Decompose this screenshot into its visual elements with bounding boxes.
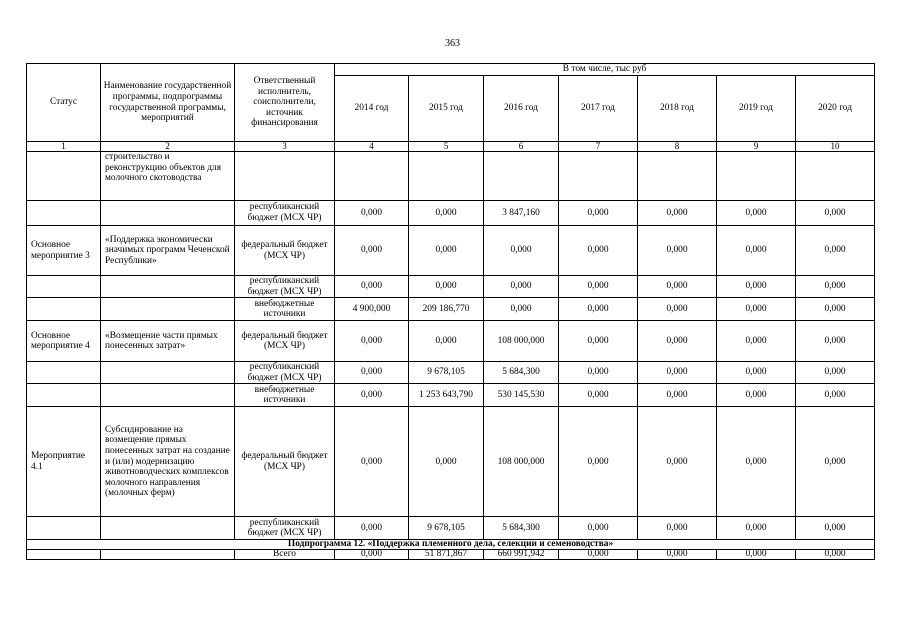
value-cell: 0,000: [796, 407, 875, 517]
name-cell: [101, 362, 235, 384]
value-cell: 0,000: [796, 362, 875, 384]
status-cell: [27, 152, 101, 201]
total-row: [27, 550, 875, 560]
value-cell: 0,000: [717, 550, 796, 560]
value-cell: 0,000: [559, 321, 638, 362]
value-cell: 0,000: [638, 201, 717, 226]
value-cell: 0,000: [335, 226, 409, 276]
name-cell: [101, 384, 235, 407]
value-cell: 0,000: [559, 298, 638, 321]
table-row: [27, 226, 875, 276]
value-cell: 4 900,000: [335, 298, 409, 321]
value-cell: 0,000: [638, 517, 717, 540]
name-cell: строительство и реконструкцию объектов для молочного скотоводства: [101, 152, 235, 201]
value-cell: 0,000: [717, 321, 796, 362]
value-cell: 530 145,530: [484, 384, 559, 407]
name-cell: [101, 298, 235, 321]
header-year: 2014 год: [335, 76, 409, 142]
subprogram-title: Подпрограмма 12. «Поддержка племенного дела, селекции и семеноводства»: [27, 540, 875, 550]
value-cell: 0,000: [559, 517, 638, 540]
status-cell: Мероприятие 4.1: [27, 407, 101, 517]
page-number: 363: [445, 38, 460, 49]
value-cell: 0,000: [796, 384, 875, 407]
value-cell: 0,000: [335, 407, 409, 517]
status-cell: Основное мероприятие 4: [27, 321, 101, 362]
name-cell: «Возмещение части прямых понесенных затрат»: [101, 321, 235, 362]
value-cell: 0,000: [717, 362, 796, 384]
value-cell: 0,000: [484, 276, 559, 298]
table-row: [27, 321, 875, 362]
column-number: 10: [796, 142, 875, 152]
value-cell: 0,000: [409, 201, 484, 226]
value-cell: [717, 152, 796, 201]
header-year: 2015 год: [409, 76, 484, 142]
column-number: 4: [335, 142, 409, 152]
status-cell: [27, 201, 101, 226]
value-cell: 0,000: [559, 407, 638, 517]
value-cell: 0,000: [717, 201, 796, 226]
column-number: 5: [409, 142, 484, 152]
table-row: [27, 362, 875, 384]
value-cell: 0,000: [638, 226, 717, 276]
column-number: 1: [27, 142, 101, 152]
value-cell: 9 678,105: [409, 517, 484, 540]
header-year: 2016 год: [484, 76, 559, 142]
value-cell: 0,000: [638, 362, 717, 384]
source-cell: республиканский бюджет (МСХ ЧР): [235, 362, 335, 384]
value-cell: [484, 152, 559, 201]
value-cell: 0,000: [638, 407, 717, 517]
source-cell: федеральный бюджет (МСХ ЧР): [235, 321, 335, 362]
value-cell: 0,000: [796, 201, 875, 226]
value-cell: 0,000: [484, 298, 559, 321]
value-cell: 0,000: [717, 298, 796, 321]
value-cell: 0,000: [796, 276, 875, 298]
value-cell: 51 871,867: [409, 550, 484, 560]
value-cell: 0,000: [409, 407, 484, 517]
column-number: 2: [101, 142, 235, 152]
source-cell: республиканский бюджет (МСХ ЧР): [235, 201, 335, 226]
value-cell: 0,000: [638, 384, 717, 407]
header-year: 2019 год: [717, 76, 796, 142]
table-row: [27, 407, 875, 517]
value-cell: 0,000: [796, 226, 875, 276]
value-cell: 3 847,160: [484, 201, 559, 226]
table-row: [27, 152, 875, 201]
value-cell: [409, 152, 484, 201]
value-cell: 0,000: [717, 384, 796, 407]
table-row: [27, 298, 875, 321]
value-cell: 0,000: [559, 201, 638, 226]
name-cell: Субсидирование на возмещение прямых понесенных затрат на создание и (или) модернизацию животноводческих комплексов молочного направления (молочных ферм): [101, 407, 235, 517]
value-cell: 0,000: [559, 362, 638, 384]
name-cell: [101, 550, 235, 560]
value-cell: 0,000: [409, 321, 484, 362]
header-year: 2018 год: [638, 76, 717, 142]
value-cell: 0,000: [717, 407, 796, 517]
value-cell: 0,000: [638, 321, 717, 362]
value-cell: 0,000: [335, 384, 409, 407]
status-cell: [27, 384, 101, 407]
table-row: [27, 276, 875, 298]
value-cell: 108 000,000: [484, 321, 559, 362]
value-cell: 0,000: [559, 226, 638, 276]
value-cell: 0,000: [638, 276, 717, 298]
value-cell: 0,000: [559, 276, 638, 298]
table-row: [27, 517, 875, 540]
value-cell: 0,000: [638, 298, 717, 321]
value-cell: 1 253 643,790: [409, 384, 484, 407]
value-cell: 0,000: [796, 517, 875, 540]
source-cell: федеральный бюджет (МСХ ЧР): [235, 226, 335, 276]
value-cell: 660 991,942: [484, 550, 559, 560]
value-cell: 5 684,300: [484, 517, 559, 540]
source-cell: республиканский бюджет (МСХ ЧР): [235, 276, 335, 298]
value-cell: 0,000: [335, 321, 409, 362]
value-cell: 0,000: [335, 550, 409, 560]
value-cell: 5 684,300: [484, 362, 559, 384]
value-cell: 0,000: [717, 276, 796, 298]
value-cell: 0,000: [335, 362, 409, 384]
column-number: 9: [717, 142, 796, 152]
value-cell: 0,000: [717, 517, 796, 540]
value-cell: 0,000: [559, 550, 638, 560]
budget-table: [26, 63, 875, 560]
value-cell: 0,000: [796, 298, 875, 321]
source-cell: Всего: [235, 550, 335, 560]
value-cell: [559, 152, 638, 201]
subprogram-row: [27, 540, 875, 550]
header-status: Статус: [27, 64, 101, 142]
source-cell: внебюджетные источники: [235, 298, 335, 321]
name-cell: [101, 517, 235, 540]
column-number: 7: [559, 142, 638, 152]
status-cell: [27, 550, 101, 560]
status-cell: [27, 362, 101, 384]
header-year: 2020 год: [796, 76, 875, 142]
name-cell: «Поддержка экономически значимых программ Чеченской Республики»: [101, 226, 235, 276]
source-cell: федеральный бюджет (МСХ ЧР): [235, 407, 335, 517]
value-cell: 0,000: [335, 517, 409, 540]
header-responsible: Ответственный исполнитель, соисполнители, источник финансирования: [235, 64, 335, 142]
value-cell: 0,000: [559, 384, 638, 407]
name-cell: [101, 276, 235, 298]
value-cell: 0,000: [638, 550, 717, 560]
column-number-row: [27, 142, 875, 152]
table-row: [27, 201, 875, 226]
column-number: 8: [638, 142, 717, 152]
value-cell: [335, 152, 409, 201]
value-cell: 0,000: [335, 201, 409, 226]
value-cell: 0,000: [409, 276, 484, 298]
source-cell: внебюджетные источники: [235, 384, 335, 407]
column-number: 3: [235, 142, 335, 152]
status-cell: [27, 298, 101, 321]
value-cell: 108 000,000: [484, 407, 559, 517]
value-cell: 0,000: [796, 550, 875, 560]
value-cell: 0,000: [796, 321, 875, 362]
value-cell: 0,000: [409, 226, 484, 276]
header-name: Наименование государственной программы, подпрограммы государственной программы, мероприятий: [101, 64, 235, 142]
header-year: 2017 год: [559, 76, 638, 142]
status-cell: [27, 276, 101, 298]
source-cell: республиканский бюджет (МСХ ЧР): [235, 517, 335, 540]
header-group: В том числе, тыс руб: [335, 64, 875, 76]
column-number: 6: [484, 142, 559, 152]
source-cell: [235, 152, 335, 201]
value-cell: [796, 152, 875, 201]
value-cell: 209 186,770: [409, 298, 484, 321]
table-row: [27, 384, 875, 407]
value-cell: 0,000: [484, 226, 559, 276]
name-cell: [101, 201, 235, 226]
value-cell: 0,000: [335, 276, 409, 298]
value-cell: 9 678,105: [409, 362, 484, 384]
value-cell: [638, 152, 717, 201]
value-cell: 0,000: [717, 226, 796, 276]
status-cell: [27, 517, 101, 540]
status-cell: Основное мероприятие 3: [27, 226, 101, 276]
